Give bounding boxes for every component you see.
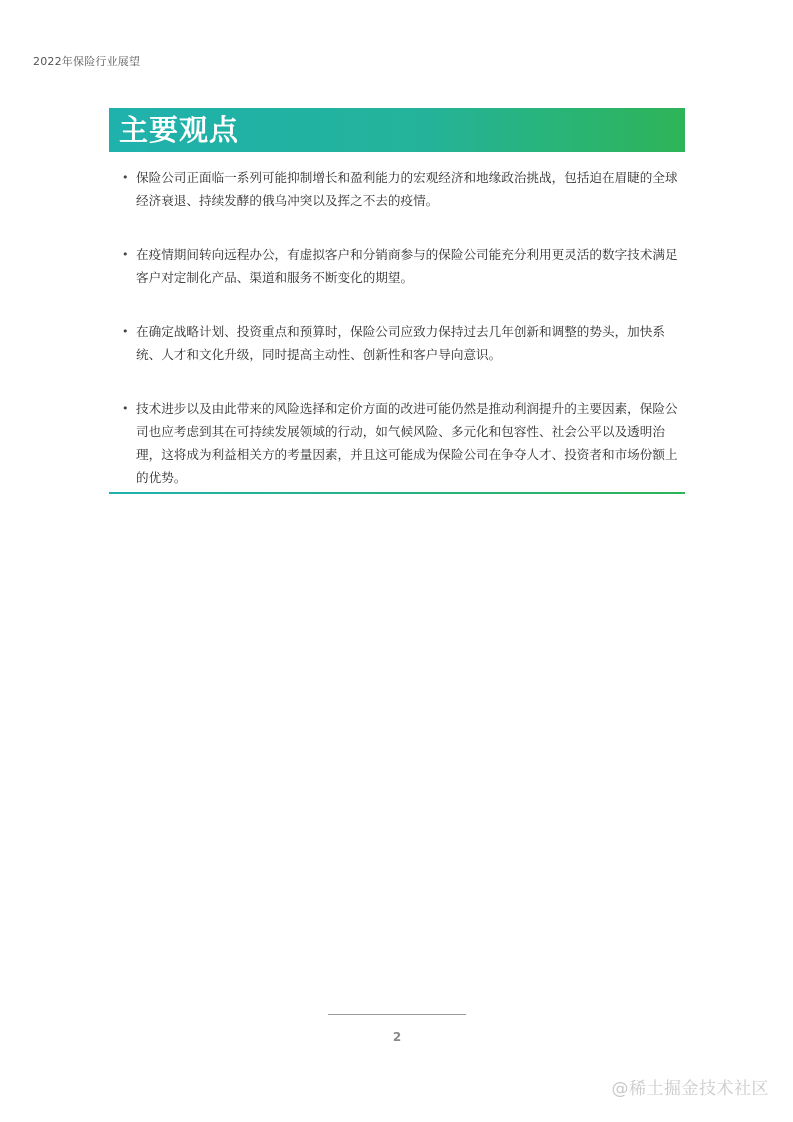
footer-rule — [328, 1014, 466, 1015]
list-item — [122, 397, 678, 489]
section-title-banner — [109, 108, 685, 152]
watermark: @稀土掘金技术社区 — [611, 1079, 769, 1099]
list-item — [122, 243, 678, 289]
key-points-list — [122, 166, 678, 489]
point-text: 保险公司正面临一系列可能抑制增长和盈利能力的宏观经济和地缘政治挑战，包括迫在眉睫的全球经济衰退、持续发酵的俄乌冲突以及挥之不去的疫情。 — [136, 170, 678, 208]
bullet-icon: • — [122, 402, 129, 415]
bullet-icon: • — [122, 325, 129, 338]
list-item — [122, 166, 678, 212]
page-number: 2 — [392, 1030, 402, 1044]
point-text: 在疫情期间转向远程办公，有虚拟客户和分销商参与的保险公司能充分利用更灵活的数字技术满足客户对定制化产品、渠道和服务不断变化的期望。 — [136, 247, 678, 285]
bullet-icon: • — [122, 171, 129, 184]
list-item — [122, 320, 678, 366]
point-text: 技术进步以及由此带来的风险选择和定价方面的改进可能仍然是推动利润提升的主要因素，保险公司也应考虑到其在可持续发展领域的行动，如气候风险、多元化和包容性、社会公平以及透明治理，这将成为利益相关方的考量因素，并且这可能成为保险公司在争夺人才、投资者和市场份额上的优势。 — [136, 401, 678, 485]
point-text: 在确定战略计划、投资重点和预算时，保险公司应致力保持过去几年创新和调整的势头，加快系统、人才和文化升级，同时提高主动性、创新性和客户导向意识。 — [136, 324, 665, 362]
section-title: 主要观点 — [119, 113, 240, 147]
running-header: 2022年保险行业展望 — [33, 55, 141, 68]
section-divider — [109, 492, 685, 494]
bullet-icon: • — [122, 248, 129, 261]
